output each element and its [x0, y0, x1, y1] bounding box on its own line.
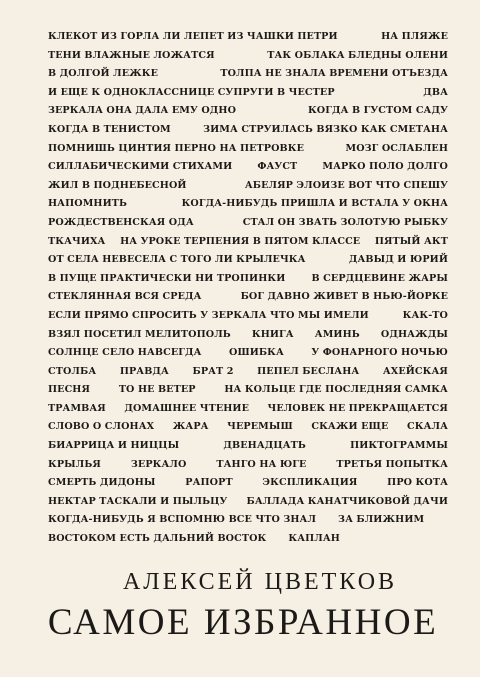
- poem-title: КАК-ТО: [402, 309, 448, 321]
- poem-title: БАЛЛАДА КАНАТЧИКОВОЙ ДАЧИ: [246, 495, 448, 507]
- title-line: [48, 65, 448, 84]
- poem-title: НЕКТАР ТАСКАЛИ И ПЫЛЬЦУ: [48, 495, 228, 507]
- title-line: [48, 84, 448, 103]
- title-line: [48, 233, 448, 252]
- title-line: [48, 270, 448, 289]
- poem-title: АБЕЛЯР ЭЛОИЗЕ ВОТ ЧТО СПЕШУ: [244, 179, 448, 191]
- poem-title: ТО НЕ ВЕТЕР: [118, 384, 196, 396]
- poem-title: ТОЛПА НЕ ЗНАЛА ВРЕМЕНИ ОТЪЕЗДА: [220, 68, 448, 80]
- title-line: [48, 47, 448, 66]
- title-line: [48, 177, 448, 196]
- title-line: [48, 400, 448, 419]
- poem-title: КОГДА-НИБУДЬ ПРИШЛА И ВСТАЛА У ОКНА: [181, 198, 448, 210]
- poem-title: ЖИЛ В ПОДНЕБЕСНОЙ: [48, 179, 187, 191]
- poem-title: ЗЕРКАЛА ОНА ДАЛА ЕМУ ОДНО: [48, 105, 237, 117]
- poem-title: ОТ СЕЛА НЕВЕСЕЛА С ТОГО ЛИ КРЫЛЕЧКА: [48, 254, 306, 266]
- poem-title: БОГ ДАВНО ЖИВЕТ В НЬЮ-ЙОРКЕ: [240, 291, 448, 303]
- poem-title: ЗА БЛИЖНИМ: [338, 514, 425, 526]
- poem-title: ОШИБКА: [228, 347, 284, 359]
- title-line: [48, 121, 448, 140]
- poem-title: ТЕНИ ВЛАЖНЫЕ ЛОЖАТСЯ: [48, 49, 215, 61]
- author-name: АЛЕКСЕЙ ЦВЕТКОВ: [122, 569, 398, 595]
- poem-title: ПИКТОГРАММЫ: [350, 440, 448, 452]
- poem-title: ПОМНИШЬ ЦИНТИЯ ПЕРНО НА ПЕТРОВКЕ: [48, 142, 304, 154]
- title-line: [48, 437, 448, 456]
- poem-title: У ФОНАРНОГО НОЧЬЮ: [311, 347, 448, 359]
- title-line: [48, 474, 448, 493]
- poem-title: БИАРРИЦА И НИЦЦЫ: [48, 440, 180, 452]
- poem-title: ТАНГО НА ЮГЕ: [216, 458, 307, 470]
- title-line: [48, 140, 448, 159]
- title-line: [48, 511, 448, 530]
- title-line: [48, 381, 448, 400]
- poem-title: СТЕКЛЯННАЯ ВСЯ СРЕДА: [48, 291, 202, 303]
- poem-title: ТКАЧИХА: [48, 235, 106, 247]
- poem-title: ПРО КОТА: [387, 477, 448, 489]
- title-line: [48, 251, 448, 270]
- poem-title: ТАК ОБЛАКА БЛЕДНЫ ОЛЕНИ: [267, 49, 448, 61]
- poem-title: СКАЛА: [407, 421, 448, 433]
- title-line: [48, 363, 448, 382]
- title-line: [48, 195, 448, 214]
- title-line: [48, 102, 448, 121]
- title-line: [48, 214, 448, 233]
- poem-title: ДВЕНАДЦАТЬ: [223, 440, 306, 452]
- poem-title: НА УРОКЕ ТЕРПЕНИЯ В ПЯТОМ КЛАССЕ: [120, 235, 361, 247]
- poem-title: ДОМАШНЕЕ ЧТЕНИЕ: [124, 402, 249, 414]
- poem-title: ПЕСНЯ: [48, 384, 91, 396]
- title-line: [48, 418, 448, 437]
- poem-title: СТОЛБА: [48, 365, 97, 377]
- title-line: [48, 326, 448, 345]
- poem-title: КАПЛАН: [288, 533, 340, 545]
- poem-title: ДВА: [423, 86, 448, 98]
- poem-title: ТРЕТЬЯ ПОПЫТКА: [336, 458, 448, 470]
- poem-titles-list: [48, 28, 448, 549]
- poem-title: НА КОЛЬЦЕ ГДЕ ПОСЛЕДНЯЯ САМКА: [224, 384, 448, 396]
- poem-title: СИЛЛАБИЧЕСКИМИ СТИХАМИ: [48, 161, 233, 173]
- poem-title: ЖАРА: [172, 421, 209, 433]
- poem-title: В СЕРДЦЕВИНЕ ЖАРЫ: [311, 272, 448, 284]
- poem-title: НАПОМНИТЬ: [48, 198, 127, 210]
- poem-title: ЕСЛИ ПРЯМО СПРОСИТЬ У ЗЕРКАЛА ЧТО МЫ ИМЕЛИ: [48, 309, 369, 321]
- poem-title: СТАЛ ОН ЗВАТЬ ЗОЛОТУЮ РЫБКУ: [242, 216, 448, 228]
- title-line: [48, 158, 448, 177]
- title-line: [48, 493, 448, 512]
- poem-title: ЧЕРЕМЫШ: [227, 421, 293, 433]
- poem-title: ВЗЯЛ ПОСЕТИЛ МЕЛИТОПОЛЬ: [48, 328, 231, 340]
- poem-title: КОГДА В ТЕНИСТОМ: [48, 123, 171, 135]
- poem-title: КОГДА-НИБУДЬ Я ВСПОМНЮ ВСЕ ЧТО ЗНАЛ: [48, 514, 317, 526]
- poem-title: МОЗГ ОСЛАБЛЕН: [345, 142, 448, 154]
- poem-title: СКАЖИ ЕЩЕ: [311, 421, 389, 433]
- poem-title: ПЕПЕЛ БЕСЛАНА: [257, 365, 360, 377]
- title-line: [48, 344, 448, 363]
- title-line: [48, 456, 448, 475]
- poem-title: ЧЕЛОВЕК НЕ ПРЕКРАЩАЕТСЯ: [267, 402, 448, 414]
- poem-title: ЗИМА СТРУИЛАСЬ ВЯЗКО КАК СМЕТАНА: [203, 123, 448, 135]
- poem-title: ВОСТОКОМ ЕСТЬ ДАЛЬНИЙ ВОСТОК: [48, 533, 267, 545]
- poem-title: КОГДА В ГУСТОМ САДУ: [307, 105, 448, 117]
- poem-title: АХЕЙСКАЯ: [382, 365, 448, 377]
- poem-title: КЛЕКОТ ИЗ ГОРЛА ЛИ ЛЕПЕТ ИЗ ЧАШКИ ПЕТРИ: [48, 31, 338, 42]
- poem-title: СОЛНЦЕ СЕЛО НАВСЕГДА: [48, 347, 202, 359]
- poem-title: В ДОЛГОЙ ЛЕЖКЕ: [48, 68, 159, 80]
- book-title: САМОЕ ИЗБРАННОЕ: [47, 602, 439, 643]
- poem-title: ЗЕРКАЛО: [130, 458, 187, 470]
- poem-title: В ПУЩЕ ПРАКТИЧЕСКИ НИ ТРОПИНКИ: [48, 272, 286, 284]
- poem-title: НА ПЛЯЖЕ: [381, 31, 448, 42]
- poem-title: РОЖДЕСТВЕНСКАЯ ОДА: [48, 216, 194, 228]
- poem-title: КНИГА: [251, 328, 294, 340]
- title-line: [48, 530, 448, 549]
- title-line: [48, 28, 448, 47]
- title-line: [48, 288, 448, 307]
- poem-title: СЛОВО О СЛОНАХ: [48, 421, 155, 433]
- poem-title: И ЕЩЕ К ОДНОКЛАССНИЦЕ СУПРУГИ В ЧЕСТЕР: [48, 86, 335, 98]
- poem-title: РАПОРТ: [185, 477, 233, 489]
- poem-title: СМЕРТЬ ДИДОНЫ: [48, 477, 156, 489]
- poem-title: ДАВЫД И ЮРИЙ: [348, 254, 448, 266]
- poem-title: ТРАМВАЯ: [48, 402, 106, 414]
- poem-title: ПРАВДА: [119, 365, 169, 377]
- poem-title: БРАТ 2: [192, 365, 234, 377]
- poem-title: МАРКО ПОЛО ДОЛГО: [322, 161, 448, 173]
- title-line: [48, 307, 448, 326]
- poem-title: АМИНЬ: [314, 328, 360, 340]
- poem-title: КРЫЛЬЯ: [48, 458, 101, 470]
- poem-title: ЭКСПЛИКАЦИЯ: [262, 477, 358, 489]
- poem-title: ОДНАЖДЫ: [380, 328, 448, 340]
- poem-title: ФАУСТ: [257, 161, 298, 173]
- poem-title: ПЯТЫЙ АКТ: [374, 235, 448, 247]
